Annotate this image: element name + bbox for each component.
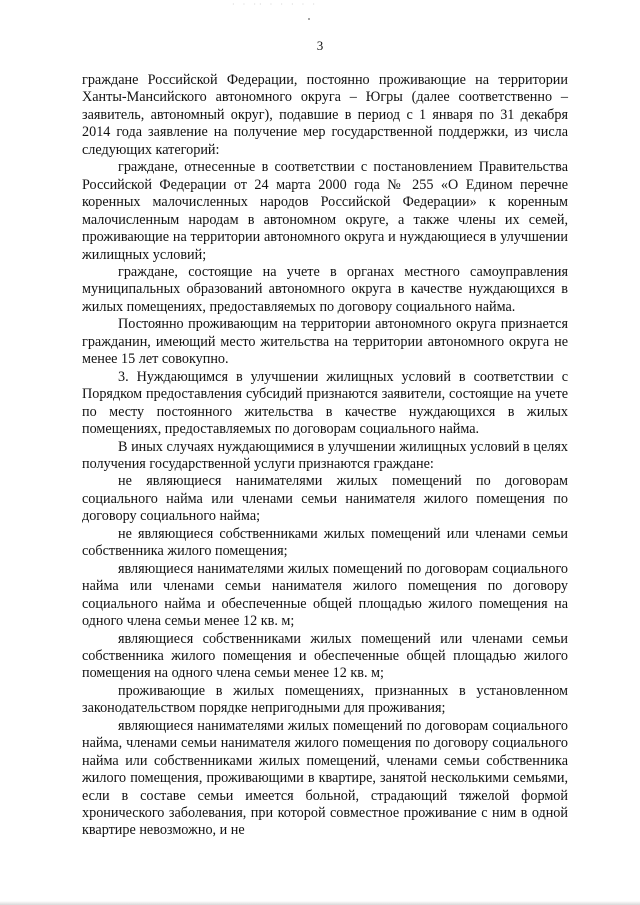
paragraph: граждане Российской Федерации, постоянно проживающие на территории Ханты-Мансийского автономного округа – Югры (далее соответственно – заявитель, автономный округ), подавшие в период с 1 января по 31 декабря 2014 года заявление на получение мер государственной поддержки, из числа следующих категорий: [82,72,568,158]
scan-artifact: · ·​ ·· · · · · · [232,0,318,9]
paragraph: не являющиеся нанимателями жилых помещений по договорам социального найма или членами семьи нанимателя жилого помещения по договору социального найма; [82,473,568,525]
paragraph: В иных случаях нуждающимися в улучшении жилищных условий в целях получения государственной услуги признаются граждане: [82,438,568,472]
paragraph: 3. Нуждающимся в улучшении жилищных условий в соответствии с Порядком предоставления субсидий признаются заявители, состоящие на учете по месту постоянного жительства в качестве нуждающихся в жилых помещениях, предоставляемых по договорам социального найма. [82,368,568,438]
paragraph: являющиеся нанимателями жилых помещений по договорам социального найма, членами семьи нанимателя жилого помещения по договору социального найма или собственниками жилых помещений, членами семьи собственника жилого помещения, проживающими в квартире, занятой несколькими семьями, если в составе семьи имеется больной, страдающий тяжелой формой хронического заболевания, при которой совместное проживание с ним в одной квартире невозможно, и не [82,717,568,839]
page-number: 3 [316,38,324,53]
scan-speck [308,18,310,20]
paragraph: граждане, состоящие на учете в органах местного самоуправления муниципальных образований автономного округа в качестве нуждающихся в жилых помещениях, предоставляемых по договору социального найма. [82,263,568,315]
paragraph: не являющиеся собственниками жилых помещений или членами семьи собственника жилого помещения; [82,525,568,560]
paragraph: являющиеся собственниками жилых помещений или членами семьи собственника жилого помещения и обеспеченные общей площадью жилого помещения на одного члена семьи менее 12 кв. м; [82,630,568,682]
paragraph: проживающие в жилых помещениях, признанных в установленном законодательством порядке непригодными для проживания; [82,682,568,717]
paragraph: граждане, отнесенные в соответствии с постановлением Правительства Российской Федерации от 24 марта 2000 года № 255 «О Едином перечне коренных малочисленных народов Российской Федерации» к коренным малочисленным народам в автономном округе, а также члены их семей, проживающие на территории автономного округа и нуждающиеся в улучшении жилищных условий; [82,159,568,263]
paragraph: являющиеся нанимателями жилых помещений по договорам социального найма или членами семьи нанимателя жилого помещения по договору социального найма и обеспеченные общей площадью жилого помещения на одного члена семьи менее 12 кв. м; [82,560,568,630]
document-body [82,72,568,840]
scan-bottom-edge [0,901,640,905]
paragraph: Постоянно проживающим на территории автономного округа признается гражданин, имеющий место жительства на территории автономного округа не менее 15 лет совокупно. [82,316,568,368]
